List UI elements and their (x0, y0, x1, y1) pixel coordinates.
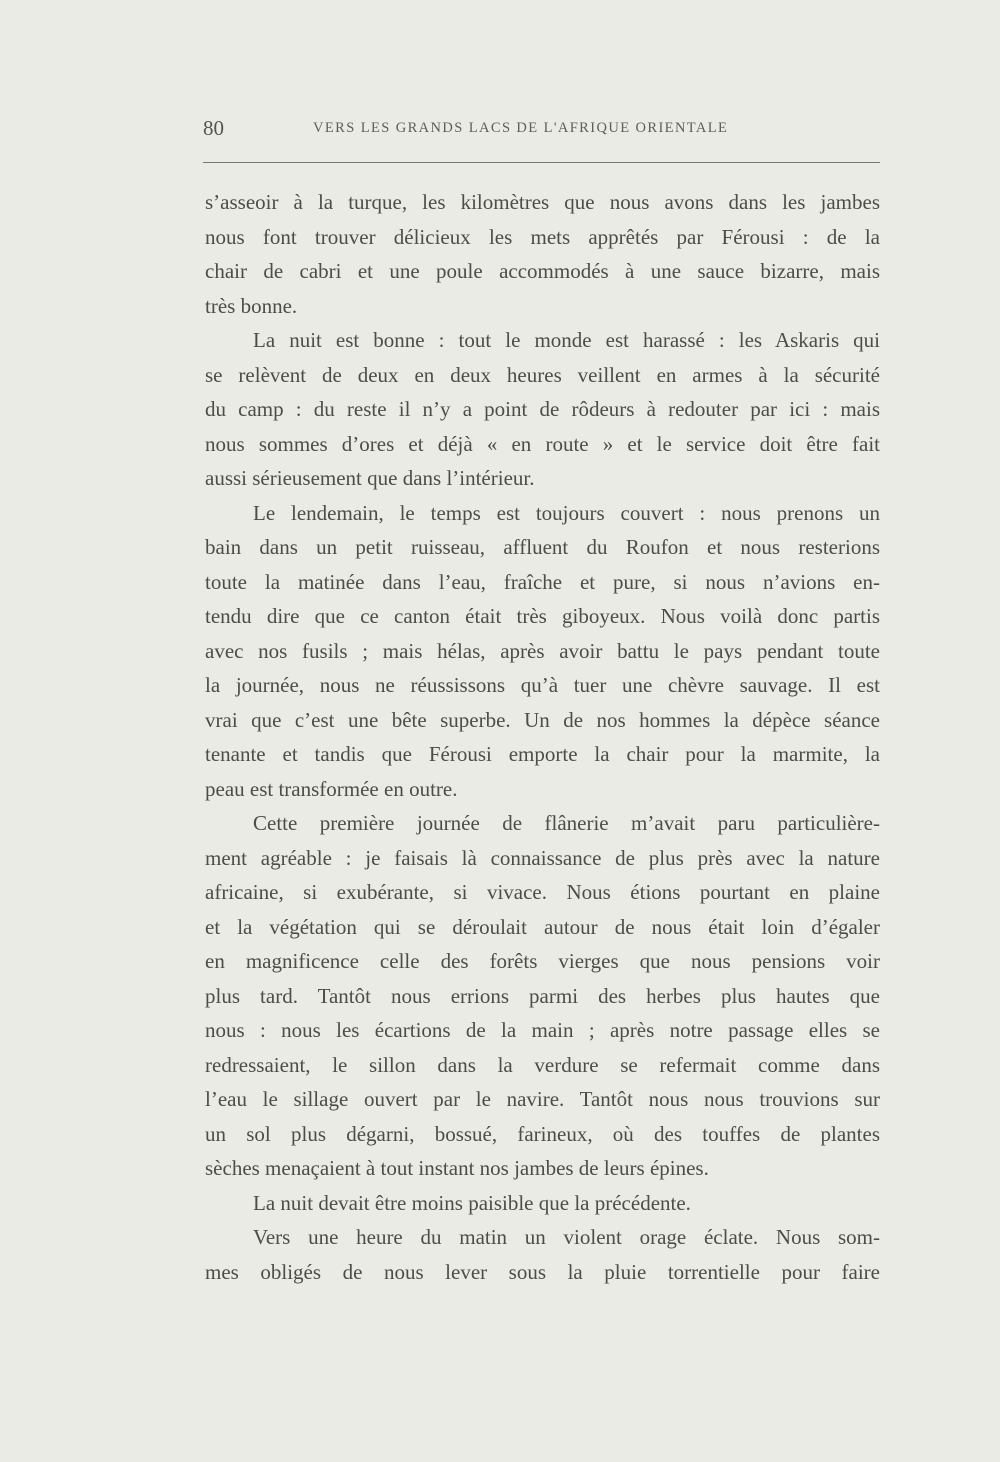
running-head (203, 116, 880, 146)
text-line: la journée, nous ne réussissons qu’à tuer une chèvre sauvage. Il est (205, 673, 880, 697)
text-line: nous : nous les écartions de la main ; après notre passage elles se (205, 1018, 880, 1042)
text-line: peau est transformée en outre. (205, 776, 458, 801)
text-line: Le lendemain, le temps est toujours couvert : nous prenons un (253, 500, 880, 525)
body-text (205, 185, 880, 1289)
text-line: nous sommes d’ores et déjà « en route » et le service doit être fait (205, 431, 880, 456)
text-line: et la végétation qui se déroulait autour de nous était loin d’égaler (205, 914, 880, 939)
text-line: sèches menaçaient à tout instant nos jambes de leurs épines. (205, 1156, 709, 1180)
text-line: en magnificence celle des forêts vierges que nous pensions voir (205, 949, 880, 973)
text-line: La nuit est bonne : tout le monde est harassé : les Askaris qui (253, 328, 880, 352)
text-line: tenante et tandis que Férousi emporte la chair pour la marmite, la (205, 742, 880, 766)
text-line: africaine, si exubérante, si vivace. Nous étions pourtant en plaine (205, 880, 880, 904)
text-line: Cette première journée de flânerie m’avait paru particulière- (253, 811, 880, 835)
text-line: chair de cabri et une poule accommodés à une sauce bizarre, mais (205, 259, 880, 283)
text-line: vrai que c’est une bête superbe. Un de nos hommes la dépèce séance (205, 707, 880, 732)
running-title: VERS LES GRANDS LACS DE L'AFRIQUE ORIENTALE (313, 120, 729, 136)
text-line: plus tard. Tantôt nous errions parmi des herbes plus hautes que (205, 983, 880, 1008)
text-line: mes obligés de nous lever sous la pluie torrentielle pour faire (205, 1259, 880, 1284)
text-line: redressaient, le sillon dans la verdure se refermait comme dans (205, 1052, 880, 1077)
text-line: bain dans un petit ruisseau, affluent du Roufon et nous resterions (205, 535, 880, 559)
text-line: du camp : du reste il n’y a point de rôdeurs à redouter par ici : mais (205, 397, 880, 421)
text-line: un sol plus dégarni, bossué, farineux, où des touffes de plantes (205, 1121, 880, 1146)
text-line: avec nos fusils ; mais hélas, après avoir battu le pays pendant toute (205, 638, 880, 663)
text-line: toute la matinée dans l’eau, fraîche et pure, si nous n’avions en- (205, 569, 880, 594)
text-line: aussi sérieusement que dans l’intérieur. (205, 466, 535, 490)
text-line: Vers une heure du matin un violent orage éclate. Nous som- (253, 1225, 880, 1249)
text-line: tendu dire que ce canton était très giboyeux. Nous voilà donc partis (205, 604, 880, 628)
text-line: La nuit devait être moins paisible que la précédente. (253, 1190, 691, 1215)
header-rule (203, 162, 880, 163)
page-number: 80 (203, 116, 224, 140)
text-line: s’asseoir à la turque, les kilomètres que nous avons dans les jambes (205, 190, 880, 214)
text-line: ment agréable : je faisais là connaissance de plus près avec la nature (205, 845, 880, 870)
text-line: se relèvent de deux en deux heures veillent en armes à la sécurité (205, 362, 880, 387)
text-line: très bonne. (205, 293, 298, 318)
text-line: nous font trouver délicieux les mets apprêtés par Férousi : de la (205, 224, 880, 249)
text-line: l’eau le sillage ouvert par le navire. Tantôt nous nous trouvions sur (205, 1087, 880, 1111)
